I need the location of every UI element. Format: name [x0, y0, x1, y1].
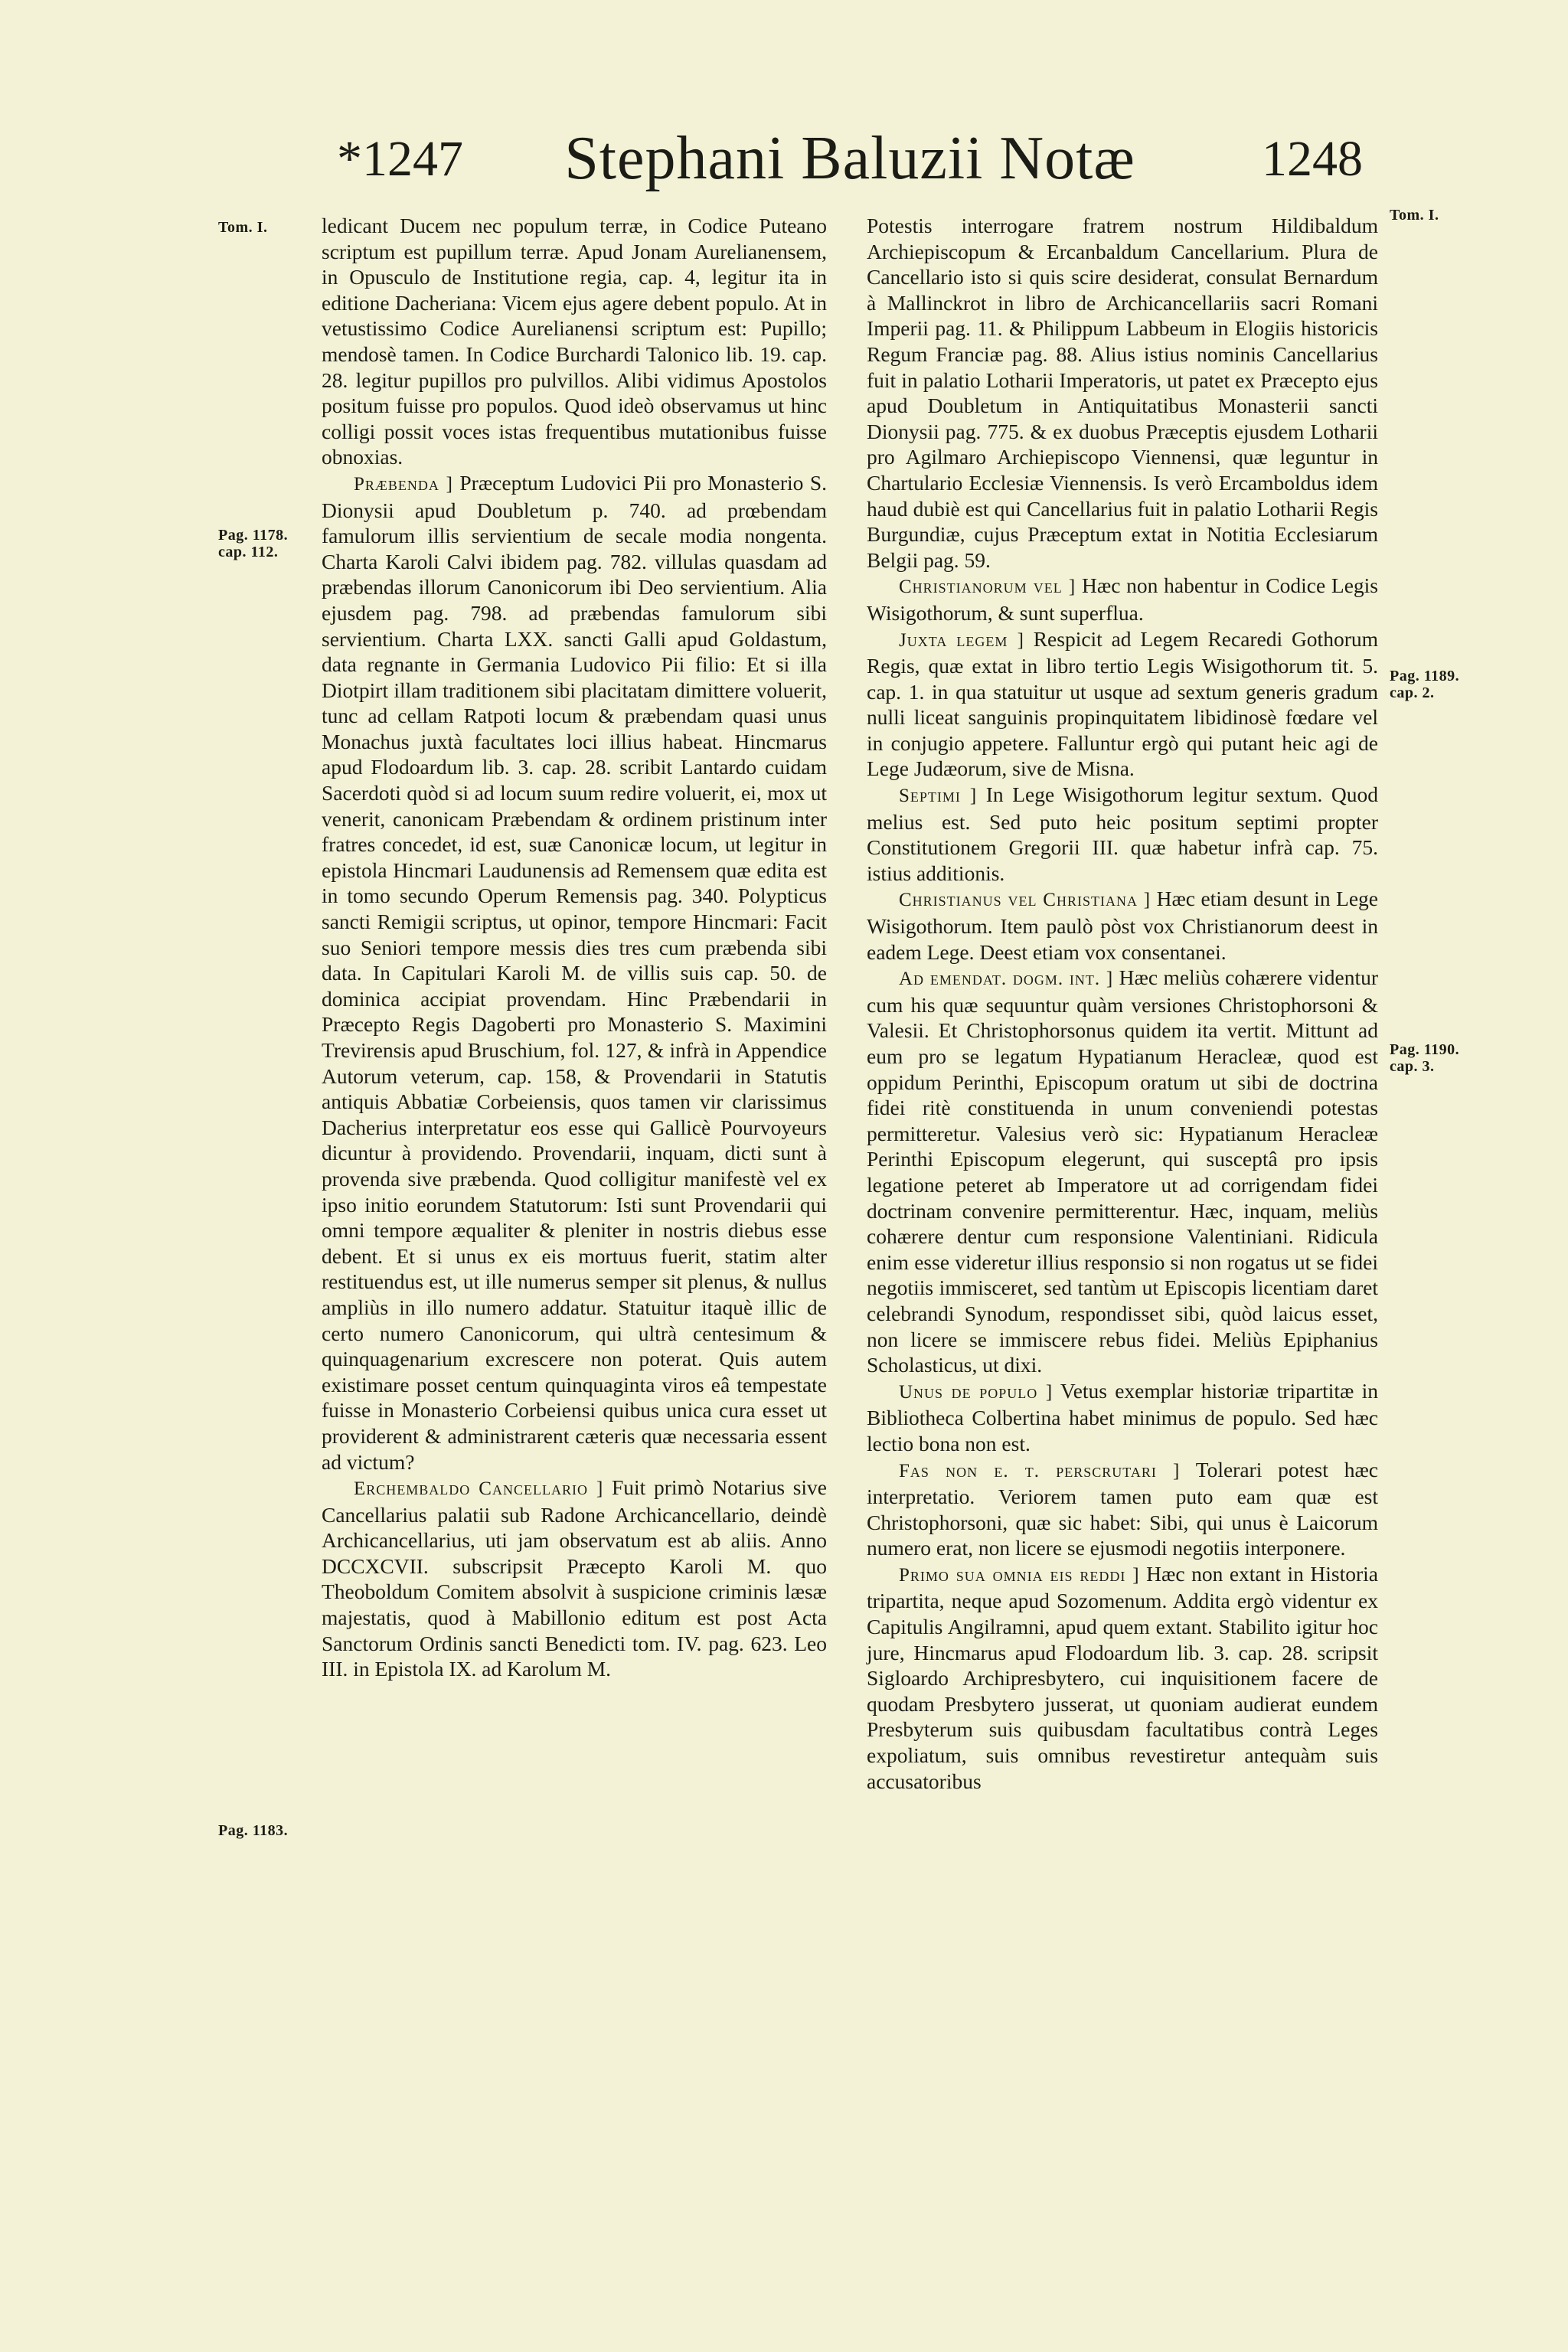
lemma: Ad emendat. dogm. int. ] [899, 969, 1114, 990]
right-column [867, 213, 1378, 1794]
lemma: Christianus vel Christiana ] [899, 890, 1152, 911]
lemma: Unus de populo ] [899, 1381, 1054, 1403]
lemma: Primo sua omnia eis reddi ] [899, 1564, 1140, 1586]
paragraph-text: ledicant Ducem nec populum terræ, in Codice Puteano scriptum est pupillum terræ. Apud Jonam Aurelianensem, in Opusculo de Institutione regia, cap. 4, legitur ita in editione Dacheriana: Vicem ejus agere debent populo. At in vetustissimo Codice Aurelianensi scriptum est: Pupillo; mendosè tamen. In Codice Burchardi Talonico lib. 19. cap. 28. legitur pupillos pro pulvillos. Alibi vidimus Apostolos positum fuisse pro populos. Quod ideò observamus ut hinc colligi possit voces istas frequentibus mutationibus fuisse obnoxias. [322, 214, 827, 469]
paragraph [867, 1457, 1378, 1561]
lemma: Christianorum vel ] [899, 577, 1076, 598]
lemma: Præbenda ] [354, 473, 453, 495]
margin-note-pag-1189: Pag. 1189. cap. 2. [1390, 668, 1460, 701]
paragraph [322, 213, 827, 470]
margin-note-pag-1190: Pag. 1190. cap. 3. [1390, 1041, 1460, 1075]
paragraph-text: Tolerari potest hæc interpretatio. Veriorem tamen puto eam quæ est Christophorsoni, quæ sic habet: Sibi, qui unus è Laicorum numero erat, non licere se ejusmodi negotiis interponere. [867, 1457, 1378, 1560]
left-column [322, 213, 827, 1682]
paragraph [322, 470, 827, 1475]
margin-note-tom-left: Tom. I. [218, 219, 268, 236]
paragraph [867, 573, 1378, 626]
lemma: Juxta legem ] [899, 629, 1024, 651]
margin-note-pag-1178: Pag. 1178. cap. 112. [218, 527, 289, 560]
paragraph [867, 782, 1378, 886]
paragraph [867, 965, 1378, 1378]
page-number-right: 1248 [1262, 131, 1363, 187]
paragraph [867, 213, 1378, 573]
paragraph-text: Potestis interrogare fratrem nostrum Hildibaldum Archiepiscopum & Ercanbaldum Cancellarium. Plura de Cancellario isto si quis scire desiderat, consulat Bernardum à Mallinckrot in libro de Archicancellariis sacri Romani Imperii pag. 11. & Philippum Labbeum in Elogiis historicis Regum Franciæ pag. 88. Alius istius nominis Cancellarius fuit in palatio Lotharii Imperatoris, ut patet ex Præcepto ejus apud Doubletum in Antiquitatibus Monasterii sancti Dionysii pag. 775. & ex duobus Præceptis ejusdem Lotharii pro Agilmaro Archiepiscopo Viennensi, quæ leguntur in Chartulario Ecclesiæ Viennensis. Is verò Ercamboldus idem haud dubiè est qui Cancellarius fuit in palatio Lotharii Regis Burgundiæ, cujus Præceptum extat in Notitia Ecclesiarum Belgii pag. 59. [867, 214, 1378, 572]
paragraph [867, 1561, 1378, 1794]
lemma: Fas non e. t. perscrutari ] [899, 1460, 1181, 1481]
paragraph-text: Fuit primò Notarius sive Cancellarius palatii sub Radone Archicancellario, deindè Archicancellarius, uti jam observatum est ab aliis. Anno DCCXCVII. subscripsit Præcepto Karoli M. quo Theoboldum Comitem absolvit à suspicione criminis læsæ majestatis, quod à Mabillonio editum est post Acta Sanctorum Ordinis sancti Benedicti tom. IV. pag. 623. Leo III. in Epistola IX. ad Karolum M. [322, 1475, 827, 1681]
paragraph-text: Hæc etiam desunt in Lege Wisigothorum. Item paulò pòst vox Christianorum deest in eadem Lege. Deest etiam vox consentanei. [867, 887, 1379, 964]
paragraph [322, 1475, 827, 1682]
paragraph [867, 886, 1378, 965]
paragraph-text: Hæc meliùs cohærere videntur cum his quæ sequuntur quàm versiones Christophorsoni & Valesii. Et Christophorsonus quidem ita vertit. Mittunt ad eum pro se legatum Hypatianum Heracleæ, quod est oppidum Perinthi, Episcopum oratum ut sibi de doctrina fidei ritè constituenda in unum conveniendi potestas permitteretur. Valesius verò sic: Hypatianum Heracleæ Perinthi Episcopum elegerunt, qui susceptâ pro ipsis legatione peteret ab Imperatore ut ad corrigendam fidei doctrinam convenire permitterentur. Hæc, inquam, meliùs cohærere dentur cum responsione Valentiniani. Ridicula enim esse videretur illius responsio si non rogatus ut se fidei negotiis immisceret, sed tantùm ut Episcopis licentiam daret celebrandi Synodum, respondisset sibi, quòd laicus esset, non licere se immiscere rebus fidei. Meliùs Epiphanius Scholasticus, ut dixi. [867, 965, 1379, 1377]
page-number-left: *1247 [337, 131, 463, 187]
lemma: Septimi ] [899, 786, 978, 807]
margin-note-tom-right: Tom. I. [1390, 207, 1439, 224]
paragraph-text: In Lege Wisigothorum legitur sextum. Quod melius est. Sed puto heic positum septimi propter Constitutionem Gregorii III. quæ habetur infrà cap. 75. istius additionis. [867, 782, 1378, 885]
paragraph [867, 626, 1378, 782]
paragraph-text: Respicit ad Legem Recaredi Gothorum Regis, quæ extat in libro tertio Legis Wisigothorum tit. 5. cap. 1. in qua statuitur ut usque ad sextum generis gradum nulli liceat sanguinis propinquitatem libidinosè fœdare vel in conjugio appetere. Falluntur ergò qui putant heic agi de Lege Judæorum, sive de Misna. [867, 626, 1378, 781]
paragraph [867, 1378, 1378, 1457]
page-header [322, 125, 1378, 199]
paragraph-text: Vetus exemplar historiæ tripartitæ in Bibliotheca Colbertina habet minimus de populo. Sed hæc lectio bona non est. [867, 1378, 1378, 1455]
running-title: Stephani Baluzii Notæ [564, 125, 1135, 192]
lemma: Erchembaldo Cancellario ] [354, 1478, 604, 1500]
margin-note-pag-1183: Pag. 1183. [218, 1822, 289, 1839]
paragraph-text: Hæc non habentur in Codice Legis Wisigothorum, & sunt superflua. [867, 573, 1378, 625]
paragraph-text: Præceptum Ludovici Pii pro Monasterio S. Dionysii apud Doubletum p. 740. ad prœbendam famulorum illis servientium de secale modia nongenta. Charta Karoli Calvi ibidem pag. 782. villulas quasdam ad præbendas illorum Canonicorum ibi Deo servientium. Alia ejusdem pag. 798. ad præbendas famulorum sibi servientium. Charta LXX. sancti Galli apud Goldastum, data regnante in Germania Ludovico Pii filio: Et si illa Diotpirt illam traditionem sibi placitatam dimittere voluerit, tunc ad cellam Ratpoti locum & præbendam quasi unus Monachus juxtà facultates loci illius habeat. Hincmarus apud Flodoardum lib. 3. cap. 28. scribit Lantardo cuidam Sacerdoti quòd si ad locum suum redire voluerit, ei, mox ut venerit, canonicam Præbendam & ordinem pristinum inter fratres concedet, id est, suæ Canonicæ locum, ut legitur in epistola Hincmari Laudunensis ad Remensem quæ edita est in tomo secundo Operum Remensis pag. 340. Polypticus sancti Remigii scriptus, ut opinor, tempore Hincmari: Facit suo Seniori tempore messis dies tres cum præbenda sibi data. In Capitulari Karoli M. de villis suis cap. 50. de dominica accipiat provendam. Hinc Præbendarii in Præcepto Regis Dagoberti pro Monasterio S. Maximini Trevirensis apud Bruschium, fol. 127, & infrà in Appendice Autorum veterum, cap. 158, & Provendarii in Statutis antiquis Abbatiæ Corbeiensis, quos tamen vir clarissimus Dacherius interpretatur eos esse qui Gallicè Pourvoyeurs dicuntur à providendo. Provendarii, inquam, dicti sunt à provenda sive præbenda. Quod colligitur manifestè vel ex ipso initio eorundem Statutorum: Isti sunt Provendarii qui omni tempore æqualiter & pleniter in nostris diebus esse debent. Et si unus ex eis mortuus fuerit, statim alter restituendus est, ut ille numerus semper sit plenus, & nullus ampliùs in illo numero addatur. Statuitur itaquè illic de certo numero Canonicorum, qui ultrà centesimum & quinquagenarium excrescere non poterat. Quis autem existimare posset centum quinquaginta viros eâ tempestate fuisse in Monasterio Corbeiensi quibus unica cura esset ut providerent & administrarent cæteris quæ necessaria essent ad victum? [322, 470, 827, 1474]
paragraph-text: Hæc non extant in Historia tripartita, neque apud Sozomenum. Addita ergò videntur ex Capitulis Angilramni, apud quem extant. Stabilito igitur hoc jure, Hincmarus apud Flodoardum lib. 3. cap. 28. scripsit Sigloardo Archipresbytero, cui inquisitionem facere de quodam Presbytero jusserat, ut quoniam audierat eundem Presbyterum suis quibusdam facultatibus contrà Leges expoliatum, suis omnibus revestiretur antequàm suis accusatoribus [867, 1561, 1379, 1793]
